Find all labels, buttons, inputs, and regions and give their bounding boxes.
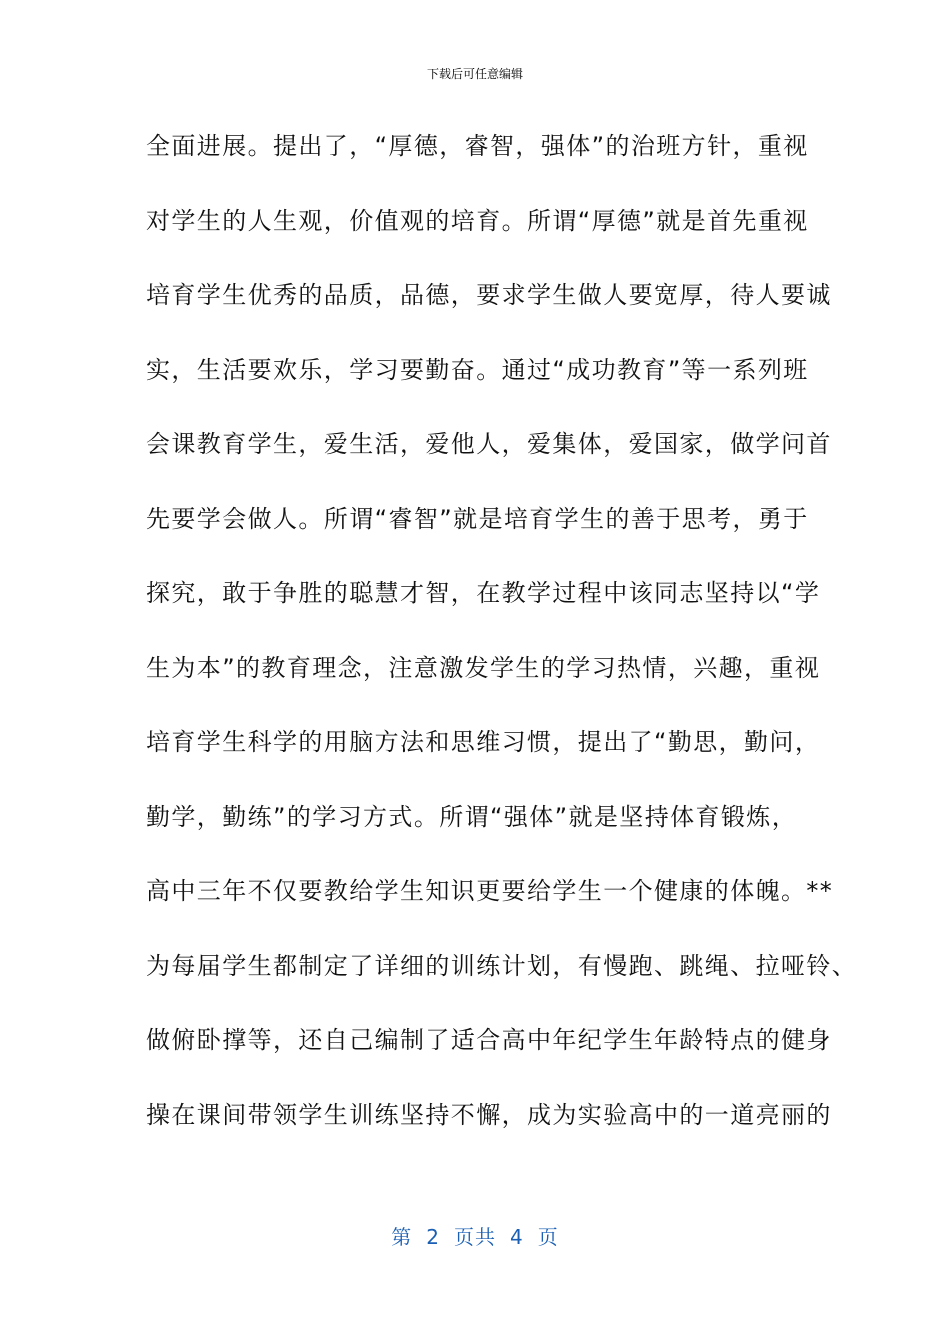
text-line: 全面进展。提出了，“厚德，睿智，强体”的治班方针，重视: [146, 132, 809, 160]
text-line: 培育学生科学的用脑方法和思维习惯，提出了“勤思，勤问，: [146, 728, 821, 756]
page-suffix: 页: [537, 1225, 559, 1249]
text-line: 生为本”的教育理念，注意激发学生的学习热情，兴趣，重视: [146, 653, 821, 682]
text-line: 做俯卧撑等，还自己编制了适合高中年纪学生年龄特点的健身: [146, 1026, 832, 1054]
document-body: [146, 120, 858, 1163]
page-middle: 页共: [454, 1225, 496, 1249]
text-line: 培育学生优秀的品质，品德，要求学生做人要宽厚，待人要诚: [146, 281, 832, 309]
page-prefix: 第: [391, 1225, 413, 1249]
page-footer: [0, 1222, 950, 1252]
text-line: 操在课间带领学生训练坚持不懈，成为实验高中的一道亮丽的: [146, 1100, 832, 1129]
text-line: 为每届学生都制定了详细的训练计划，有慢跑、跳绳、拉哑铃、: [146, 951, 858, 980]
total-pages-number: 4: [510, 1225, 524, 1249]
text-line: 对学生的人生观，价值观的培育。所谓“厚德”就是首先重视: [146, 206, 809, 235]
current-page-number: 2: [426, 1225, 440, 1249]
text-line: 勤学，勤练”的学习方式。所谓“强体”就是坚持体育锻炼，: [146, 802, 798, 831]
text-line: 实，生活要欢乐，学习要勤奋。通过“成功教育”等一系列班: [146, 355, 809, 384]
text-line: 探究，敢于争胜的聪慧才智，在教学过程中该同志坚持以“学: [146, 579, 821, 607]
text-line: 会课教育学生，爱生活，爱他人，爱集体，爱国家，做学问首: [146, 430, 832, 458]
text-line: 高中三年不仅要教给学生知识更要给学生一个健康的体魄。**: [146, 877, 834, 905]
page-header: 下载后可任意编辑: [426, 67, 523, 81]
text-line: 先要学会做人。所谓“睿智”就是培育学生的善于思考，勇于: [146, 504, 809, 533]
